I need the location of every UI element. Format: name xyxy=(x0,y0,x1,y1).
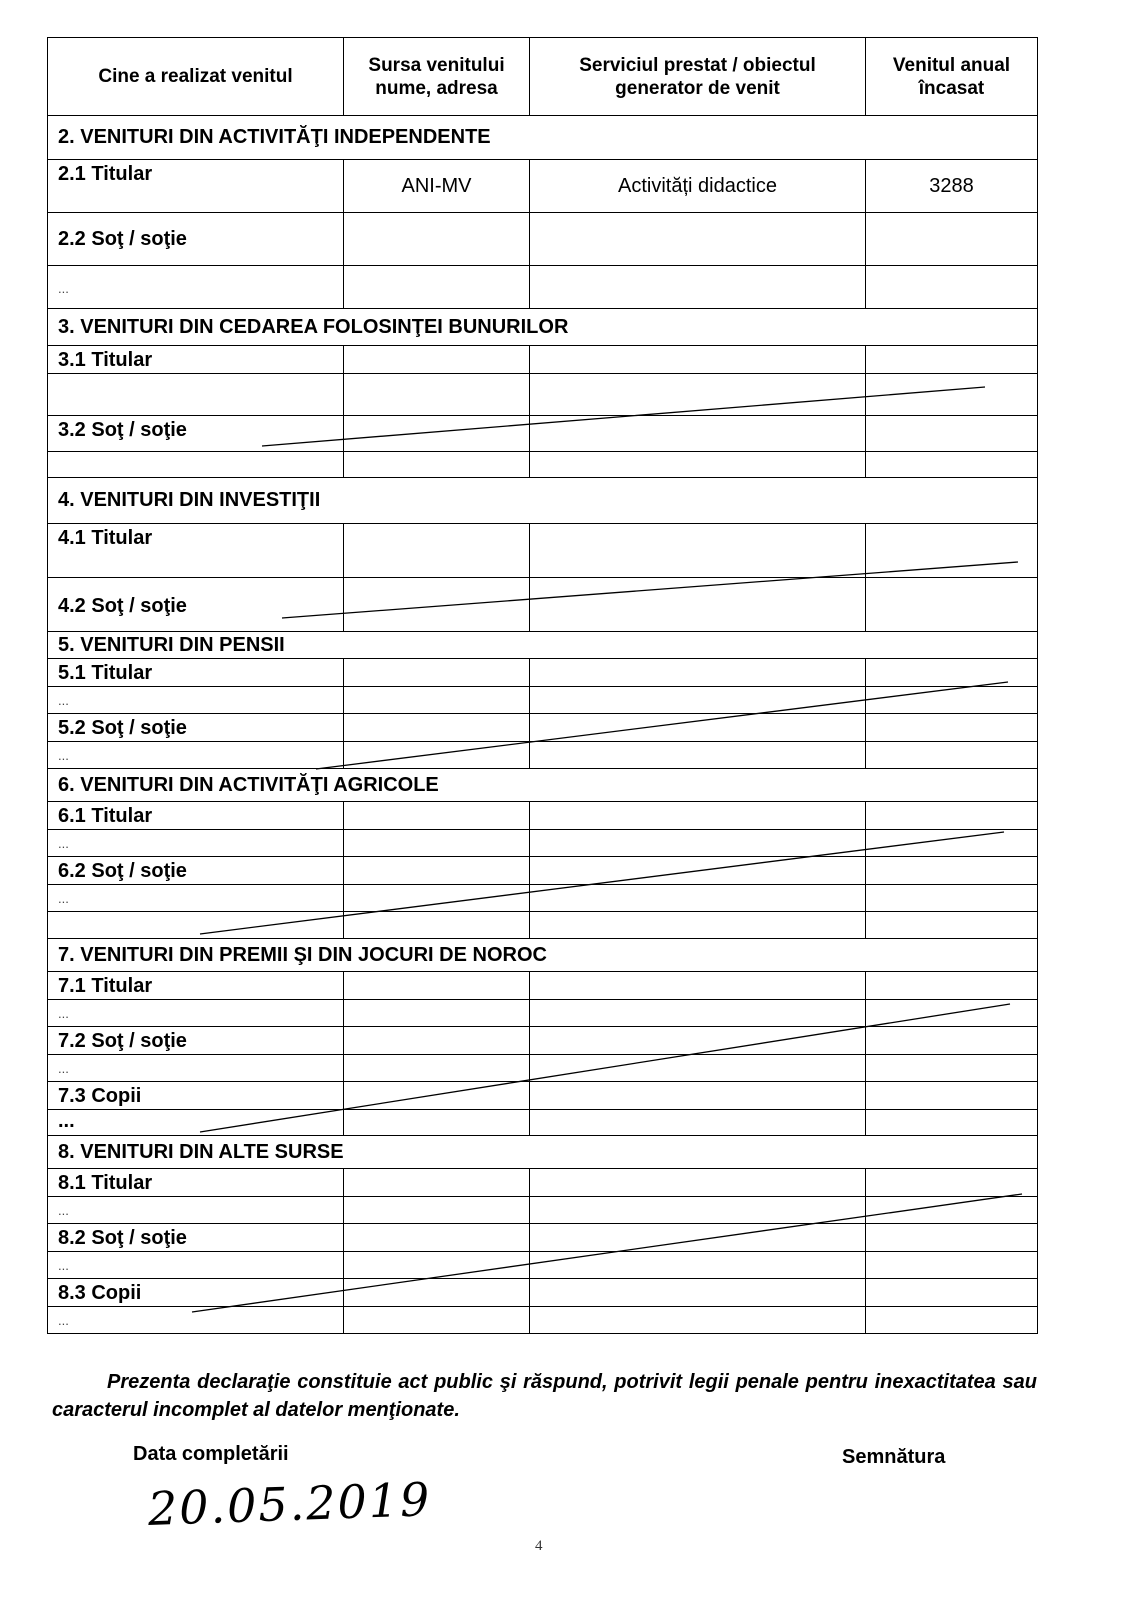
table-row xyxy=(48,830,1038,857)
income-table xyxy=(47,37,1038,1334)
signature-label: Semnătura xyxy=(842,1446,946,1468)
row-source xyxy=(344,266,530,309)
table-row xyxy=(48,160,1038,213)
row-who: 4.2 Soţ / soţie xyxy=(48,578,344,632)
row-who: ... xyxy=(48,1055,344,1082)
row-who: ... xyxy=(48,1197,344,1224)
row-who: ... xyxy=(48,687,344,714)
table-row xyxy=(48,266,1038,309)
table-row xyxy=(48,1224,1038,1252)
table-row xyxy=(48,416,1038,452)
row-who: 2.1 Titular xyxy=(48,160,344,213)
table-row xyxy=(48,452,1038,478)
table-row xyxy=(48,802,1038,830)
row-service xyxy=(530,213,866,266)
row-who: 3.2 Soţ / soţie xyxy=(48,416,344,452)
section-title: 8. VENITURI DIN ALTE SURSE xyxy=(48,1136,1038,1169)
public-statement: Prezenta declaraţie constituie act public şi răspund, potrivit legii penale pentru inexactitatea sau caracterul incomplet al datelor menţionate. xyxy=(52,1371,1037,1421)
table-row xyxy=(48,885,1038,912)
row-who xyxy=(48,452,344,478)
row-source xyxy=(344,213,530,266)
row-who: ... xyxy=(48,1110,344,1136)
row-who: ... xyxy=(48,1307,344,1334)
header-income: Venitul anual încasat xyxy=(866,38,1038,116)
page-number: 4 xyxy=(535,1538,543,1554)
section-title: 3. VENITURI DIN CEDAREA FOLOSINŢEI BUNURILOR xyxy=(48,309,1038,346)
table-row xyxy=(48,912,1038,939)
table-row xyxy=(48,1197,1038,1224)
table-row xyxy=(48,659,1038,687)
section-title: 2. VENITURI DIN ACTIVITĂŢI INDEPENDENTE xyxy=(48,116,1038,160)
table-header-row xyxy=(48,38,1038,116)
table-row xyxy=(48,1252,1038,1279)
row-who: 6.2 Soţ / soţie xyxy=(48,857,344,885)
row-who: 7.3 Copii xyxy=(48,1082,344,1110)
table-row xyxy=(48,578,1038,632)
table-row xyxy=(48,524,1038,578)
row-who: ... xyxy=(48,1252,344,1279)
table-row xyxy=(48,1027,1038,1055)
section-title: 7. VENITURI DIN PREMII ŞI DIN JOCURI DE NOROC xyxy=(48,939,1038,972)
row-who: 7.1 Titular xyxy=(48,972,344,1000)
table-row xyxy=(48,1279,1038,1307)
row-who: 7.2 Soţ / soţie xyxy=(48,1027,344,1055)
table-row xyxy=(48,742,1038,769)
row-who: 2.2 Soţ / soţie xyxy=(48,213,344,266)
row-who: 4.1 Titular xyxy=(48,524,344,578)
row-income: 3288 xyxy=(866,160,1038,213)
table-row xyxy=(48,1055,1038,1082)
row-who: 6.1 Titular xyxy=(48,802,344,830)
row-who: 3.1 Titular xyxy=(48,346,344,374)
table-row xyxy=(48,687,1038,714)
header-source: Sursa venitului nume, adresa xyxy=(344,38,530,116)
table-row xyxy=(48,1169,1038,1197)
row-income xyxy=(866,213,1038,266)
table-row xyxy=(48,1000,1038,1027)
table-row xyxy=(48,1082,1038,1110)
row-who: ... xyxy=(48,1000,344,1027)
table-row xyxy=(48,972,1038,1000)
section-title: 5. VENITURI DIN PENSII xyxy=(48,632,1038,659)
handwritten-date: 20.05.2019 xyxy=(147,1472,433,1536)
header-who: Cine a realizat venitul xyxy=(48,38,344,116)
table-row xyxy=(48,213,1038,266)
row-who: ... xyxy=(48,266,344,309)
row-income xyxy=(866,266,1038,309)
table-row xyxy=(48,857,1038,885)
section-title: 6. VENITURI DIN ACTIVITĂŢI AGRICOLE xyxy=(48,769,1038,802)
row-who: 8.1 Titular xyxy=(48,1169,344,1197)
row-who: ... xyxy=(48,742,344,769)
table-row xyxy=(48,346,1038,374)
row-source: ANI-MV xyxy=(344,160,530,213)
row-who xyxy=(48,374,344,416)
row-who: 8.3 Copii xyxy=(48,1279,344,1307)
row-who: ... xyxy=(48,830,344,857)
row-who: 5.2 Soţ / soţie xyxy=(48,714,344,742)
table-row xyxy=(48,714,1038,742)
section-title: 4. VENITURI DIN INVESTIŢII xyxy=(48,478,1038,524)
table-row xyxy=(48,1307,1038,1334)
row-service xyxy=(530,266,866,309)
row-who xyxy=(48,912,344,939)
table-row xyxy=(48,1110,1038,1136)
row-who: 8.2 Soţ / soţie xyxy=(48,1224,344,1252)
date-label: Data completării xyxy=(133,1443,289,1465)
row-who: ... xyxy=(48,885,344,912)
row-service: Activități didactice xyxy=(530,160,866,213)
header-service: Serviciul prestat / obiectul generator de venit xyxy=(530,38,866,116)
row-who: 5.1 Titular xyxy=(48,659,344,687)
table-row xyxy=(48,374,1038,416)
